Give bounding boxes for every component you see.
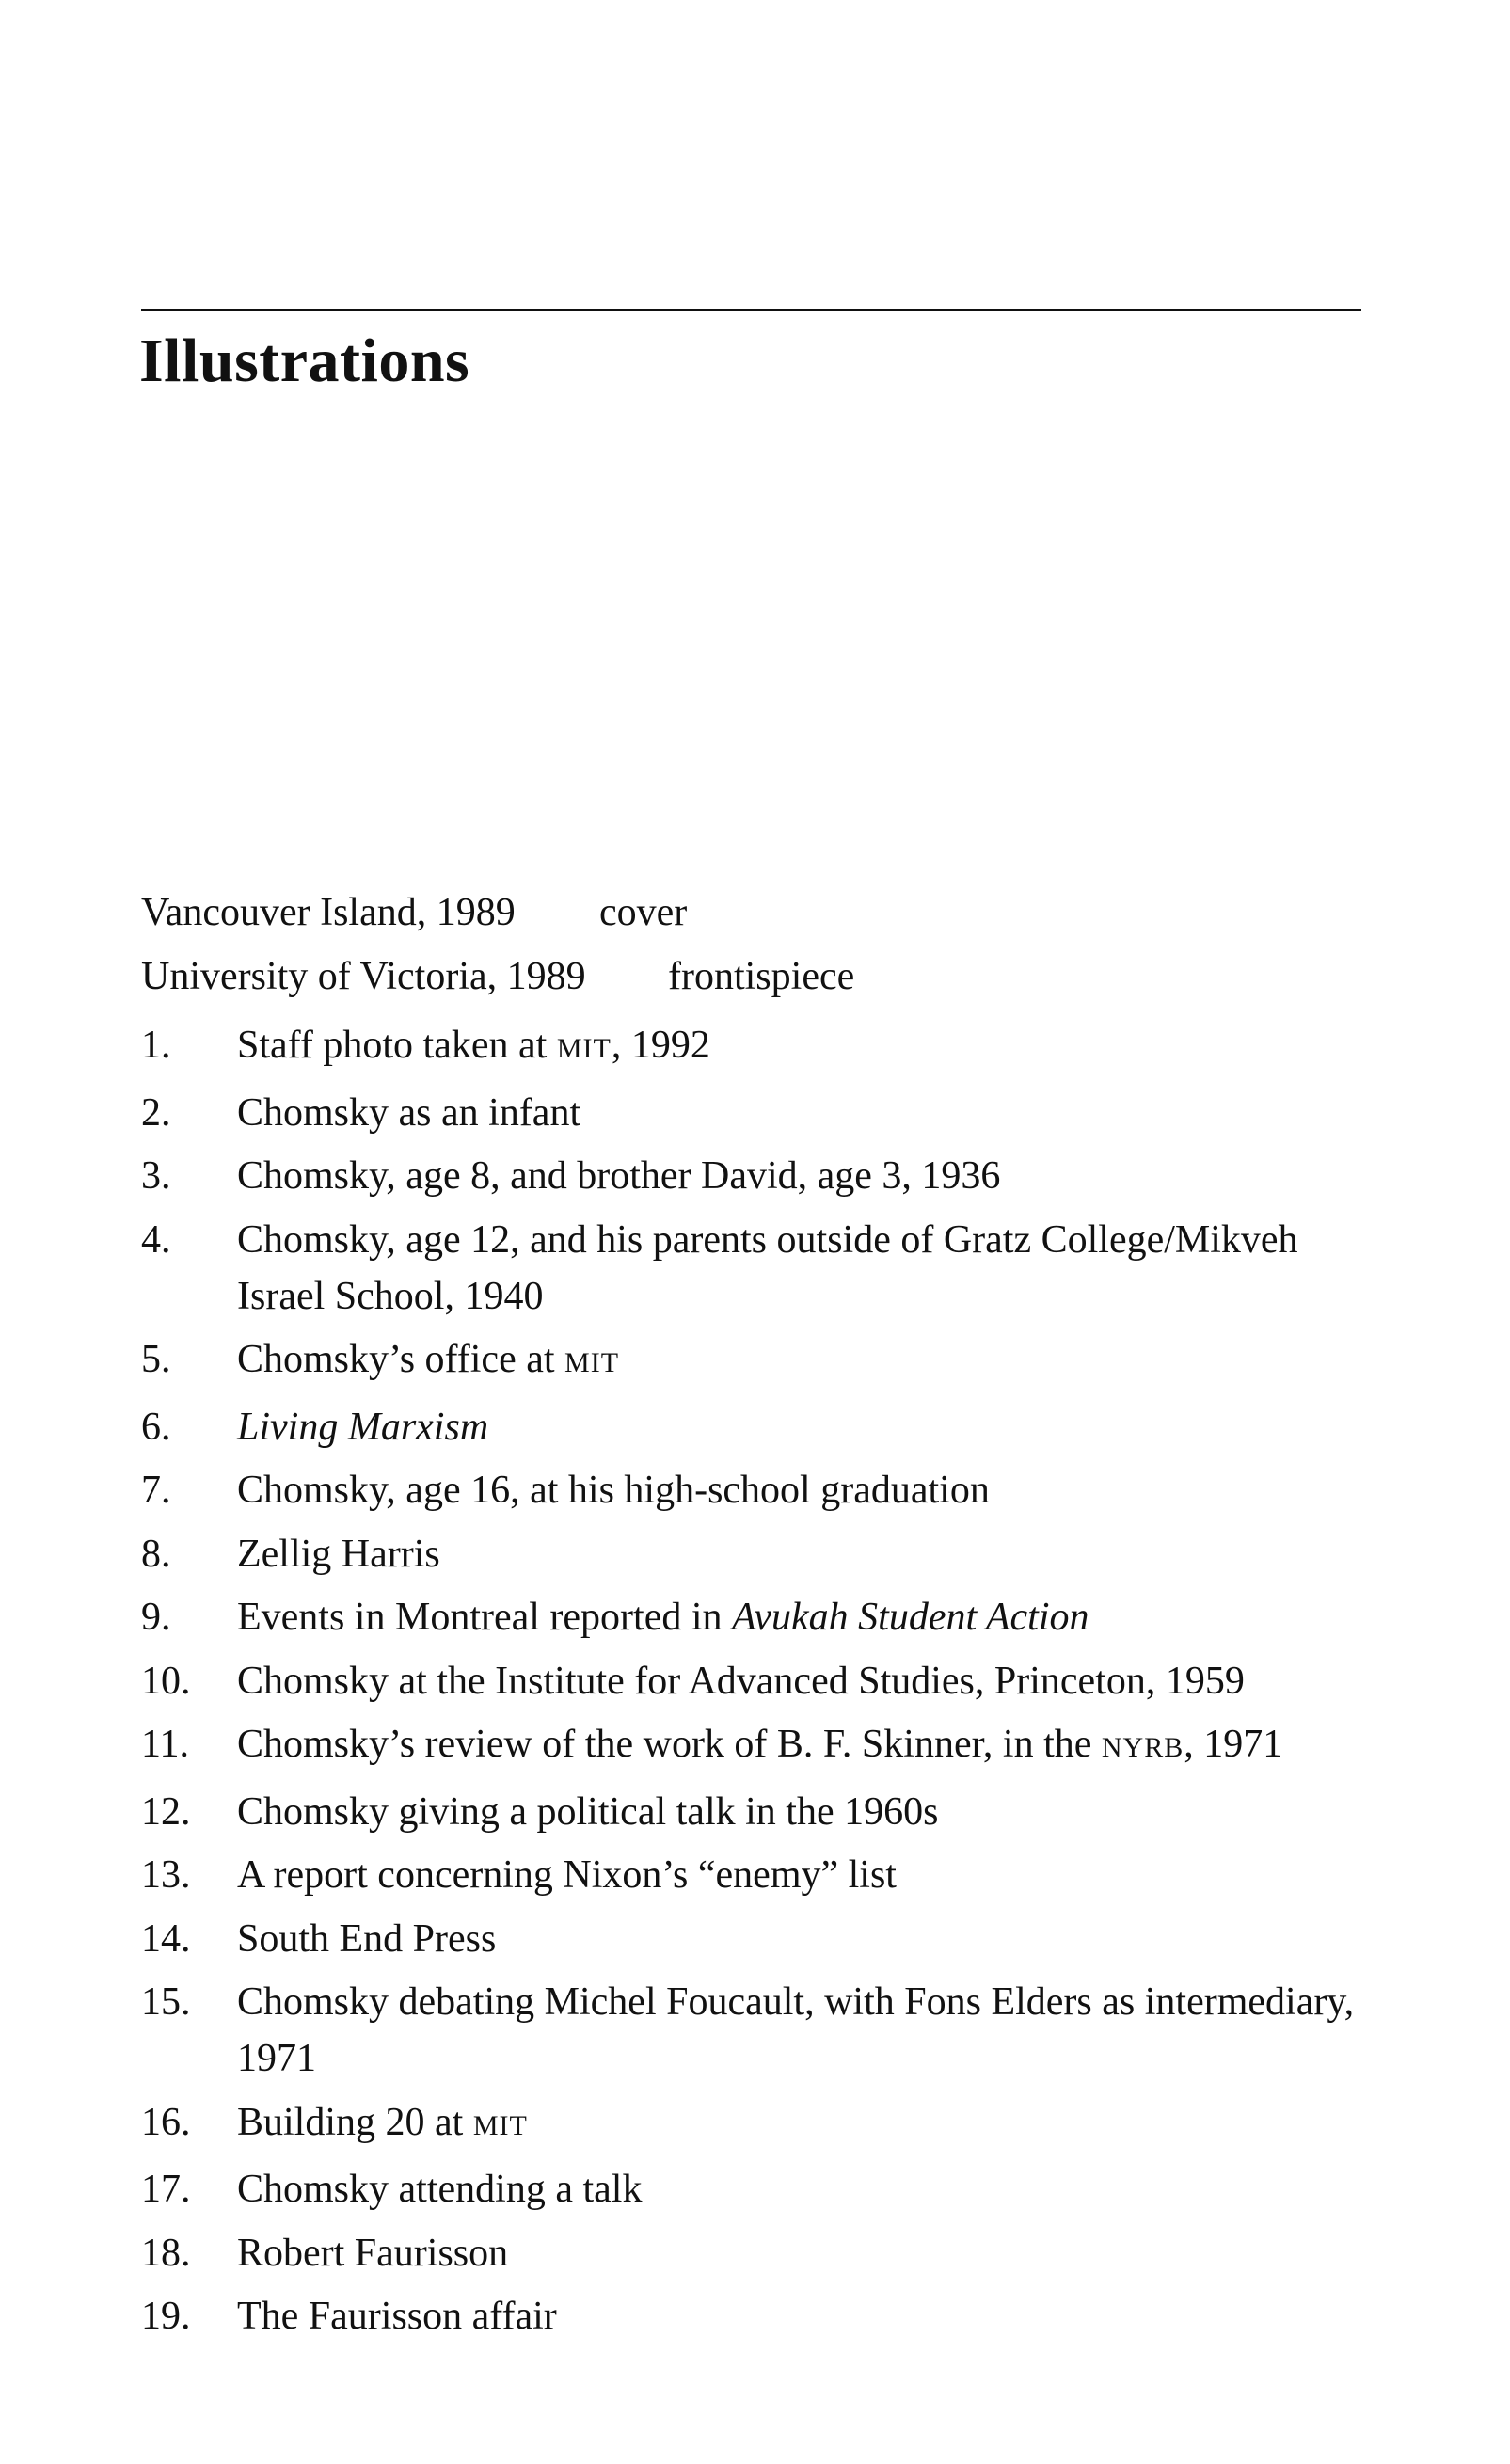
item-number: 11. <box>141 1723 189 1766</box>
list-item <box>141 1526 1364 1582</box>
list-item <box>141 1653 1364 1709</box>
list-item <box>141 1085 1364 1141</box>
item-caption: Chomsky’s office at MIT <box>237 1338 620 1381</box>
item-caption: Events in Montreal reported in Avukah Student Action <box>237 1596 1089 1639</box>
item-caption: Chomsky debating Michel Foucault, with Fons Elders as intermediary, 1971 <box>237 1980 1355 2080</box>
top-rule <box>141 309 1361 311</box>
front-matter-item <box>141 889 688 936</box>
front-matter-label: Vancouver Island, 1989 <box>141 891 516 934</box>
item-caption: Building 20 at MIT <box>237 2100 528 2144</box>
front-matter-label: University of Victoria, 1989 <box>141 955 586 998</box>
item-number: 15. <box>141 1980 191 2024</box>
list-item <box>141 2161 1364 2218</box>
item-number: 13. <box>141 1853 191 1897</box>
item-caption: Living Marxism <box>237 1405 489 1449</box>
front-matter-item <box>141 953 855 1000</box>
item-caption: A report concerning Nixon’s “enemy” list <box>237 1853 897 1897</box>
item-number: 17. <box>141 2168 191 2211</box>
item-number: 8. <box>141 1532 171 1576</box>
list-item <box>141 1716 1364 1776</box>
list-item <box>141 2225 1364 2281</box>
list-item <box>141 1331 1364 1391</box>
list-item <box>141 2094 1364 2154</box>
item-number: 16. <box>141 2100 191 2144</box>
item-caption: Chomsky’s review of the work of B. F. Skinner, in the NYRB, 1971 <box>237 1723 1283 1766</box>
item-number: 2. <box>141 1090 171 1135</box>
front-matter-page: frontispiece <box>668 955 855 998</box>
item-number: 14. <box>141 1916 191 1961</box>
list-item <box>141 1911 1364 1967</box>
list-item <box>141 1399 1364 1455</box>
item-number: 7. <box>141 1469 171 1512</box>
page-title: Illustrations <box>139 326 470 395</box>
item-caption: Chomsky at the Institute for Advanced Studies, Princeton, 1959 <box>237 1659 1245 1703</box>
item-number: 1. <box>141 1024 171 1067</box>
item-number: 19. <box>141 2295 191 2338</box>
item-caption: Chomsky, age 16, at his high-school graduation <box>237 1469 990 1512</box>
item-caption: Zellig Harris <box>237 1532 440 1576</box>
item-number: 18. <box>141 2231 191 2275</box>
illustrations-list <box>141 1017 1364 2352</box>
list-item <box>141 1462 1364 1518</box>
item-number: 4. <box>141 1217 171 1262</box>
item-caption: The Faurisson affair <box>237 2295 557 2338</box>
item-caption: Chomsky, age 12, and his parents outside of Gratz College/Mikveh Israel School, 1940 <box>237 1217 1298 1318</box>
list-item <box>141 1847 1364 1903</box>
list-item <box>141 1784 1364 1840</box>
list-item <box>141 1017 1364 1077</box>
list-item <box>141 1589 1364 1645</box>
item-caption: Robert Faurisson <box>237 2231 509 2275</box>
item-caption: Chomsky, age 8, and brother David, age 3, 1936 <box>237 1154 1001 1198</box>
item-caption: Chomsky giving a political talk in the 1960s <box>237 1789 939 1834</box>
list-item <box>141 2288 1364 2345</box>
item-number: 3. <box>141 1154 171 1198</box>
item-number: 5. <box>141 1338 171 1381</box>
front-matter-page: cover <box>599 891 688 934</box>
item-number: 10. <box>141 1659 191 1703</box>
item-number: 6. <box>141 1405 171 1449</box>
item-caption: South End Press <box>237 1916 497 1961</box>
item-caption: Chomsky attending a talk <box>237 2168 643 2211</box>
list-item <box>141 1212 1364 1325</box>
item-number: 12. <box>141 1789 191 1834</box>
item-caption: Staff photo taken at MIT, 1992 <box>237 1024 710 1067</box>
list-item <box>141 1148 1364 1204</box>
item-caption: Chomsky as an infant <box>237 1090 581 1135</box>
item-number: 9. <box>141 1596 171 1639</box>
list-item <box>141 1974 1364 2087</box>
